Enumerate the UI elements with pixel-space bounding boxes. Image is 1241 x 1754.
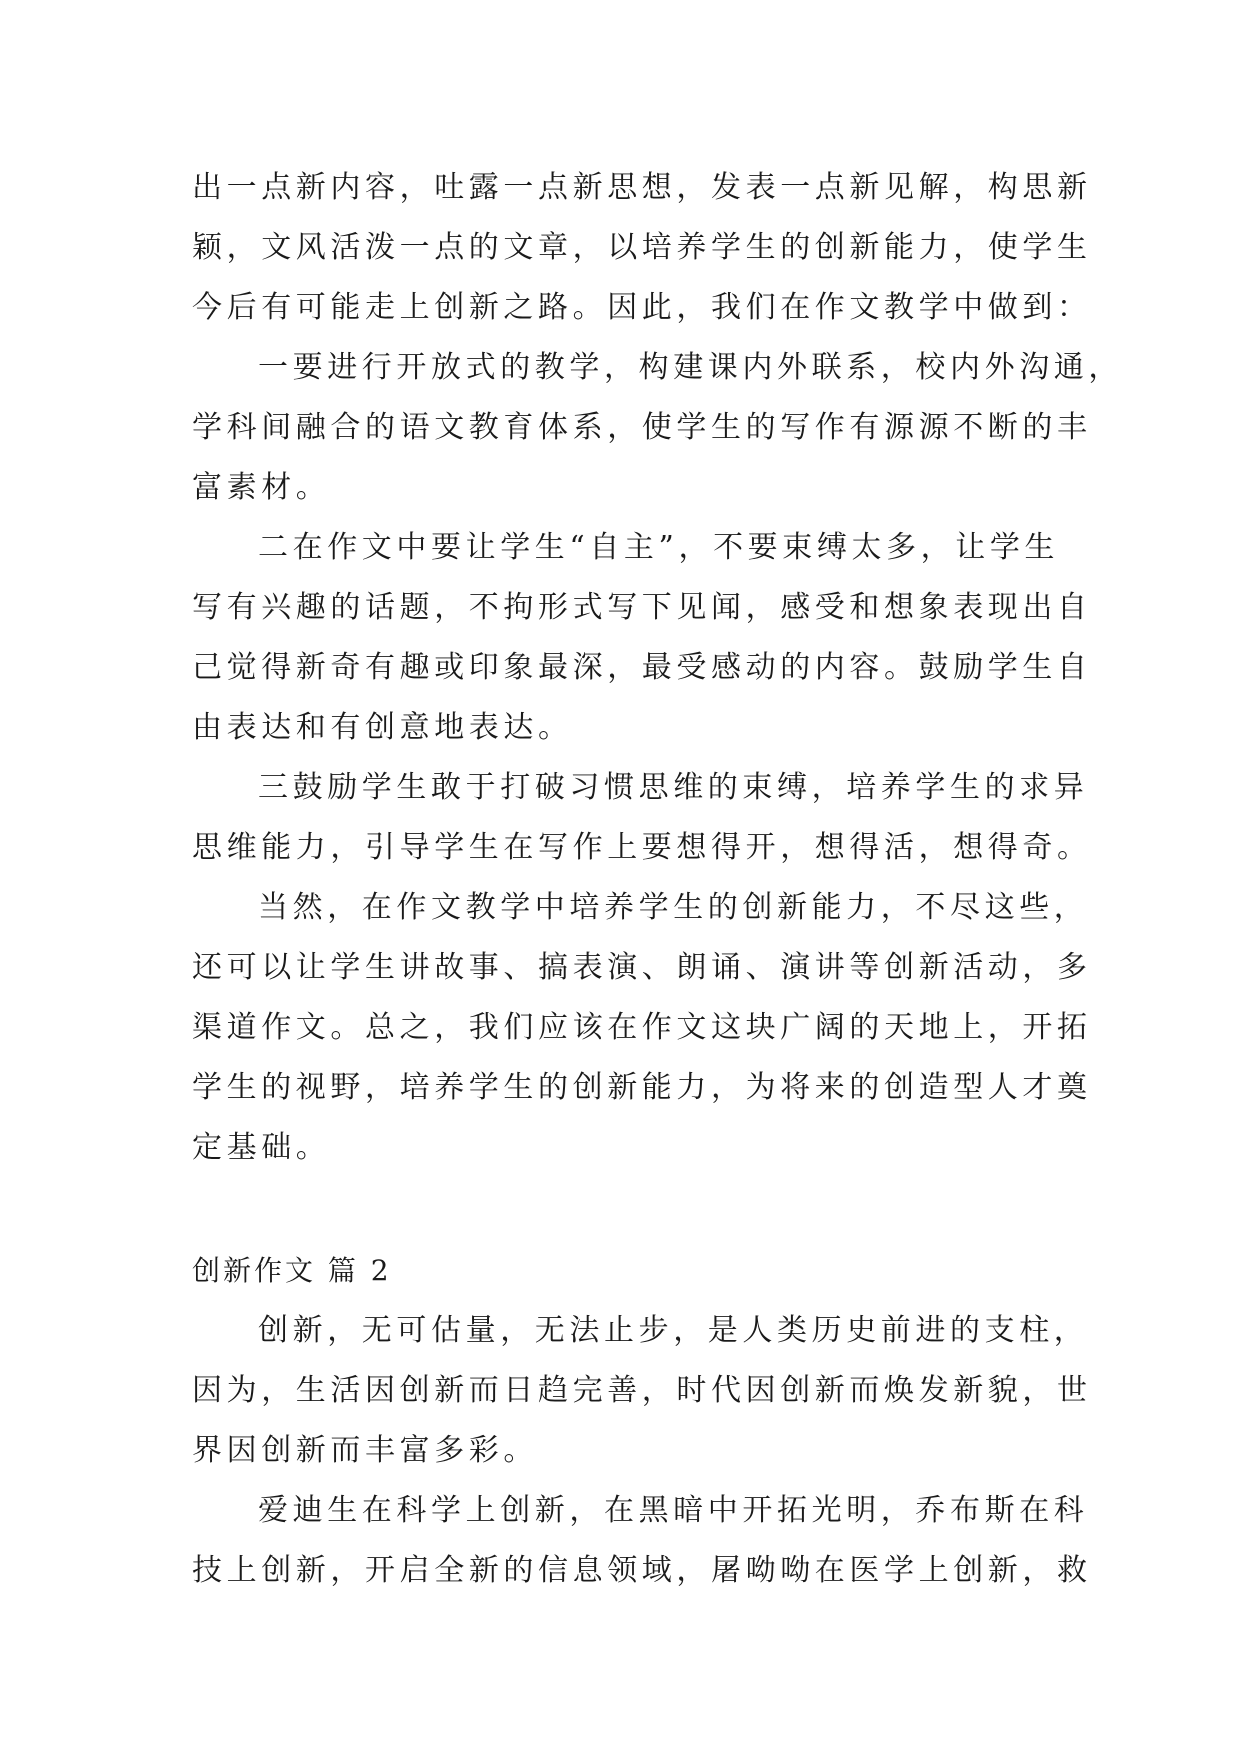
section2-paragraph-one [192,1301,1092,1481]
text-line: 由表达和有创意地表达。 [192,710,573,745]
paragraph-two [192,518,1092,758]
text-line: 二在作文中要让学生“自主”，不要束缚太多，让学生 [258,530,1060,565]
text-line: 颖，文风活泼一点的文章，以培养学生的创新能力，使学生 [192,230,1092,265]
text-line: 爱迪生在科学上创新，在黑暗中开拓光明，乔布斯在科 [258,1493,1089,1528]
paragraph-one [192,338,1123,518]
text-line: 写有兴趣的话题，不拘形式写下见闻，感受和想象表现出自 [192,590,1092,625]
paragraph-four [192,878,1092,1178]
text-line: 因为，生活因创新而日趋完善，时代因创新而焕发新貌，世 [192,1373,1092,1408]
text-line: 己觉得新奇有趣或印象最深，最受感动的内容。鼓励学生自 [192,650,1092,685]
paragraph-three [192,758,1092,878]
text-line: 一要进行开放式的教学，构建课内外联系，校内外沟通， [258,350,1123,385]
text-line: 今后有可能走上创新之路。因此，我们在作文教学中做到： [192,290,1092,325]
text-line: 思维能力，引导学生在写作上要想得开，想得活，想得奇。 [192,830,1092,865]
section-heading: 创新作文 篇 2 [192,1254,392,1287]
section2-paragraph-two [192,1481,1092,1601]
text-line: 渠道作文。总之，我们应该在作文这块广阔的天地上，开拓 [192,1010,1092,1045]
text-line: 界因创新而丰富多彩。 [192,1433,538,1468]
text-line: 技上创新，开启全新的信息领域，屠呦呦在医学上创新，救 [192,1553,1092,1588]
continuation-paragraph [192,158,1092,338]
text-line: 三鼓励学生敢于打破习惯思维的束缚，培养学生的求异 [258,770,1089,805]
text-line: 富素材。 [192,470,331,505]
text-line: 学科间融合的语文教育体系，使学生的写作有源源不断的丰 [192,410,1092,445]
section-spacer [192,1178,1052,1241]
text-line: 创新，无可估量，无法止步，是人类历史前进的支柱， [258,1313,1089,1348]
text-line: 学生的视野，培养学生的创新能力，为将来的创造型人才奠 [192,1070,1092,1105]
text-line: 定基础。 [192,1130,331,1165]
document-page [192,158,1123,1601]
text-line: 还可以让学生讲故事、搞表演、朗诵、演讲等创新活动，多 [192,950,1092,985]
text-line: 当然，在作文教学中培养学生的创新能力，不尽这些， [258,890,1089,925]
text-line: 出一点新内容，吐露一点新思想，发表一点新见解，构思新 [192,170,1092,205]
